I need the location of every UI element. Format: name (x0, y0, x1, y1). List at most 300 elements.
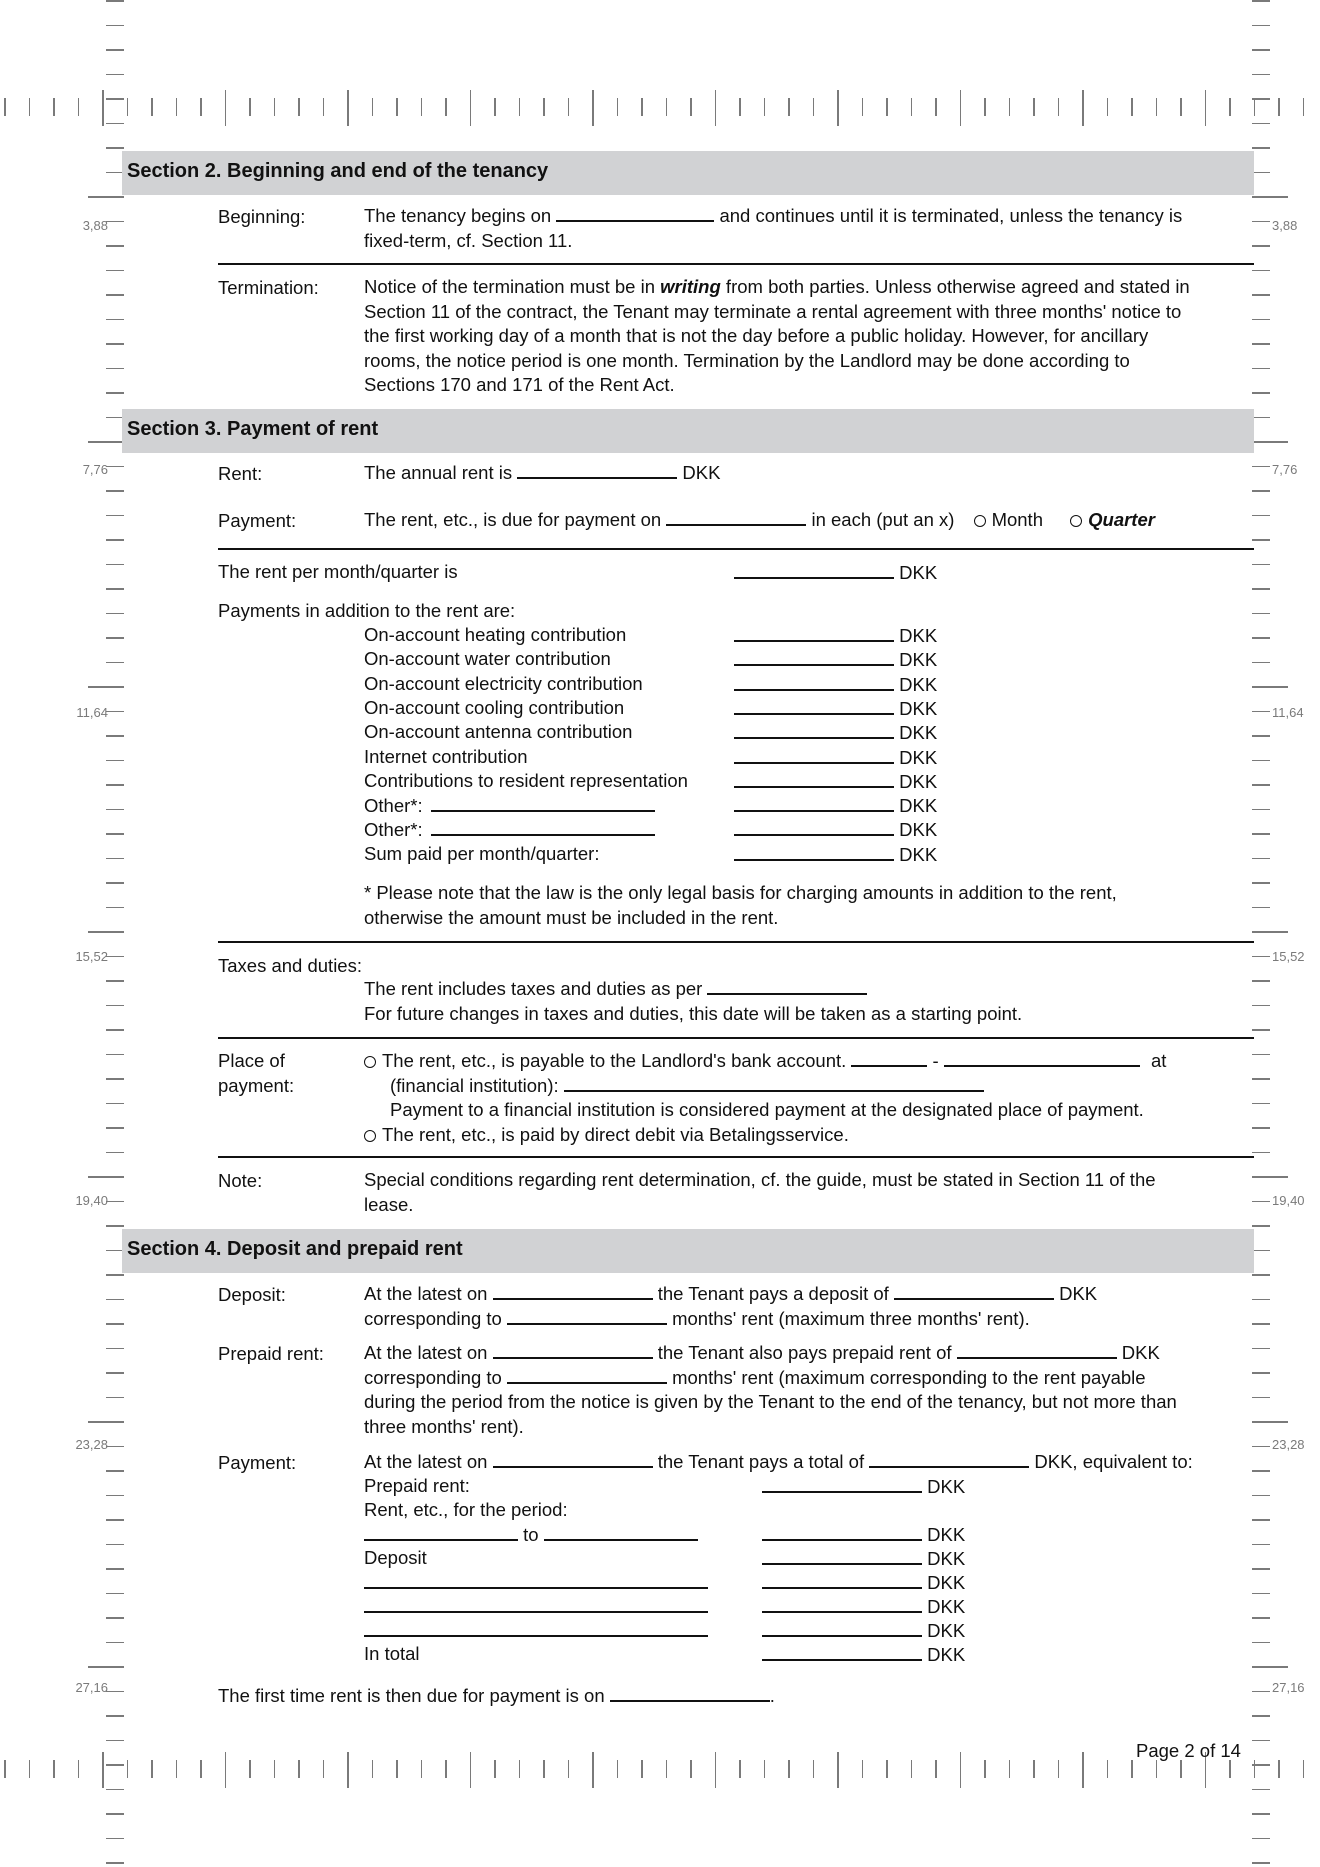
payment4-text-b: the Tenant pays a total of (657, 1451, 865, 1472)
rent-per-period-amount (734, 561, 937, 584)
ruler-tick (106, 515, 124, 517)
radio-circle-icon (974, 515, 986, 527)
deposit-amount-field[interactable] (894, 1282, 1054, 1300)
ruler-tick (1252, 1519, 1270, 1521)
ruler-tick (106, 1495, 124, 1497)
rent-period-amount (762, 1523, 965, 1546)
ruler-tick (106, 760, 124, 762)
ruler-tick (1252, 1152, 1270, 1154)
rent-text (364, 461, 720, 486)
ruler-tick (4, 1760, 6, 1778)
prepaid-rent-row-field[interactable] (762, 1475, 922, 1493)
ruler-tick (176, 1760, 178, 1778)
first-due-date-field[interactable] (610, 1684, 770, 1702)
additional-payment-field[interactable] (734, 818, 894, 836)
ruler-tick (641, 98, 643, 116)
additional-payment-label (364, 843, 600, 865)
ruler-tick (106, 490, 124, 492)
prepaid-rent-text (364, 1341, 1264, 1439)
prepaid-text-c: corresponding to (364, 1366, 502, 1388)
ruler-tick (935, 1760, 937, 1778)
first-due-text (218, 1684, 775, 1707)
ruler-tick (470, 1752, 472, 1788)
ruler-tick (1252, 441, 1288, 443)
ruler-tick (200, 98, 202, 116)
ruler-tick (106, 1740, 124, 1742)
ruler-tick (1058, 98, 1060, 116)
ruler-tick (1252, 245, 1270, 247)
ruler-tick (837, 1752, 839, 1788)
ruler-tick (106, 74, 124, 76)
custom-row-label-field[interactable] (364, 1619, 708, 1637)
custom-row-amount-field[interactable] (762, 1619, 922, 1637)
ruler-label: 3,88 (82, 218, 108, 233)
ruler-tick (323, 1760, 325, 1778)
currency: DKK (1121, 1342, 1160, 1363)
additional-payments-heading: Payments in addition to the rent are: (218, 600, 516, 621)
institution-label: (financial institution): (390, 1074, 559, 1096)
ruler-tick (1252, 1642, 1270, 1644)
ruler-tick (1252, 1862, 1270, 1864)
ruler-tick (106, 809, 124, 811)
ruler-tick (106, 1372, 124, 1374)
additional-payment-label-text: Internet contribution (364, 745, 528, 767)
additional-payment-label-text: On-account electricity contribution (364, 672, 643, 694)
ruler-tick (106, 1054, 124, 1056)
currency: DKK (899, 673, 938, 695)
additional-payment-amount (734, 648, 937, 671)
ruler-tick (106, 123, 124, 125)
payment4-text (364, 1450, 1274, 1475)
termination-line1a: Notice of the termination must be in (364, 276, 661, 297)
ruler-tick (106, 319, 124, 321)
ruler-tick (1252, 588, 1270, 590)
ruler-tick (106, 466, 124, 468)
ruler-tick (106, 735, 124, 737)
ruler-tick (1252, 711, 1270, 713)
place-of-payment-label (218, 1049, 294, 1098)
ruler-tick (617, 98, 619, 116)
ruler-tick (127, 98, 129, 116)
ruler-tick (1252, 882, 1270, 884)
ruler-label: 11,64 (76, 705, 108, 721)
place-of-payment-options (364, 1049, 1264, 1147)
ruler-tick (347, 90, 349, 126)
ruler-tick (1252, 907, 1270, 909)
ruler-tick (4, 98, 6, 116)
additional-payment-field[interactable] (734, 697, 894, 715)
currency: DKK (899, 843, 938, 865)
account-number-field[interactable] (944, 1049, 1140, 1067)
ruler-tick (1252, 564, 1270, 566)
additional-payment-label (364, 648, 611, 670)
ruler-tick (1252, 1789, 1270, 1791)
ruler-tick (106, 613, 124, 615)
ruler-tick (106, 1568, 124, 1570)
additional-payment-label (364, 697, 624, 719)
ruler-tick (1252, 490, 1270, 492)
ruler-tick (106, 1446, 124, 1448)
ruler-label: 15,52 (1272, 949, 1305, 965)
ruler-tick (1252, 833, 1270, 835)
direct-debit-option[interactable] (364, 1124, 849, 1145)
ruler-tick (837, 90, 839, 126)
ruler-tick (1156, 1760, 1158, 1778)
ruler-tick (421, 1760, 423, 1778)
currency: DKK (927, 1596, 966, 1617)
ruler-tick (1252, 466, 1270, 468)
taxes-line1: The rent includes taxes and duties as per (364, 978, 703, 999)
additional-payment-field[interactable] (734, 794, 894, 812)
payment-due-field[interactable] (666, 508, 806, 526)
ruler-tick (106, 784, 124, 786)
financial-institution-field[interactable] (564, 1074, 984, 1092)
ruler-tick (543, 1760, 545, 1778)
ruler-tick (106, 1642, 124, 1644)
ruler-tick (106, 907, 124, 909)
ruler-tick (1252, 931, 1288, 933)
ruler-tick (715, 90, 717, 126)
direct-debit-text: The rent, etc., is paid by direct debit via Betalingsservice. (382, 1123, 849, 1145)
ruler-tick (1252, 1691, 1270, 1693)
beginning-text-b: and continues until it is terminated, unless the tenancy is (719, 205, 1183, 226)
annual-rent-field[interactable] (517, 461, 677, 479)
additional-payment-field[interactable] (734, 746, 894, 764)
ruler-tick (88, 1421, 124, 1423)
ruler-tick (106, 1348, 124, 1350)
custom-row-label-field[interactable] (364, 1571, 708, 1589)
custom-row-2 (364, 1595, 708, 1618)
deposit-text-c: corresponding to (364, 1307, 502, 1329)
ruler-label: 7,76 (82, 461, 108, 477)
ruler-tick (106, 1103, 124, 1105)
deposit-row-label: Deposit (364, 1547, 427, 1568)
ruler-tick (1252, 1544, 1270, 1546)
additional-payment-label-text: On-account cooling contribution (364, 696, 625, 718)
ruler-tick (88, 1176, 124, 1178)
currency: DKK (927, 1524, 966, 1545)
ruler-tick (862, 98, 864, 116)
prepaid-text-b: the Tenant also pays prepaid rent of (657, 1342, 952, 1363)
ruler-tick (1252, 319, 1270, 321)
ruler-tick (1156, 98, 1158, 116)
ruler-tick (1252, 368, 1270, 370)
additional-payment-amount (734, 721, 937, 744)
termination-line3: the first working day of a month that is not the day before a public holiday. However, for ancillary (364, 325, 1149, 346)
left-ruler (70, 0, 124, 1867)
ruler-tick (421, 98, 423, 116)
ruler-tick (666, 98, 668, 116)
prepaid-text-line3: during the period from the notice is given by the Tenant to the end of the tenancy, but not more than (364, 1391, 1177, 1412)
quarter-option[interactable] (1070, 509, 1155, 530)
ruler-tick (1252, 539, 1270, 541)
ruler-tick (1082, 90, 1084, 126)
ruler-tick (106, 1299, 124, 1301)
deposit-row-field[interactable] (762, 1547, 922, 1565)
ruler-tick (53, 1760, 55, 1778)
payment4-label: Payment: (218, 1452, 297, 1473)
ruler-tick (1252, 147, 1270, 149)
ruler-tick (106, 637, 124, 639)
termination-text (364, 275, 1254, 398)
radio-circle-icon (364, 1056, 376, 1068)
deposit-row-amount (762, 1547, 965, 1570)
prepaid-text-a: At the latest on (364, 1342, 488, 1363)
additional-payment-label (364, 624, 626, 646)
currency: DKK (899, 819, 938, 841)
ruler-label: 27,16 (75, 1680, 108, 1696)
ruler-tick (88, 931, 124, 933)
month-label: Month (991, 509, 1043, 530)
payment-text (364, 508, 1264, 533)
ruler-tick (739, 1760, 741, 1778)
ruler-tick (106, 1813, 124, 1815)
ruler-tick (323, 98, 325, 116)
custom-row-2-amount (762, 1595, 965, 1618)
divider (218, 941, 1254, 943)
deposit-text-a: At the latest on (364, 1283, 488, 1304)
ruler-tick (396, 1760, 398, 1778)
ruler-tick (764, 98, 766, 116)
ruler-tick (106, 1152, 124, 1154)
ruler-tick (1252, 735, 1270, 737)
ruler-tick (1252, 196, 1288, 198)
currency: DKK (899, 722, 938, 744)
additional-payment-label (364, 818, 655, 841)
additional-payment-field[interactable] (734, 648, 894, 666)
ruler-tick (1107, 98, 1109, 116)
bank-account-option[interactable] (364, 1050, 846, 1071)
section-2-header (122, 151, 1254, 195)
ruler-tick (445, 98, 447, 116)
ruler-tick (1252, 1274, 1270, 1276)
ruler-tick (1252, 760, 1270, 762)
currency: DKK (1059, 1283, 1098, 1304)
ruler-tick (1252, 1250, 1270, 1252)
prepaid-rent-row-label: Prepaid rent: (364, 1475, 470, 1496)
ruler-tick (176, 98, 178, 116)
ruler-tick (106, 564, 124, 566)
ruler-tick (249, 1760, 251, 1778)
ruler-tick (396, 98, 398, 116)
tenancy-start-date-field[interactable] (556, 204, 714, 222)
deposit-text-b: the Tenant pays a deposit of (657, 1283, 889, 1304)
place-label-line1: Place of (218, 1050, 285, 1071)
ruler-tick (690, 98, 692, 116)
first-due-label: The first time rent is then due for payment is on (218, 1685, 605, 1706)
ruler-tick (106, 1274, 124, 1276)
ruler-tick (1252, 1740, 1270, 1742)
other-description-field[interactable] (431, 794, 655, 812)
ruler-tick (445, 1760, 447, 1778)
additional-payment-amount (734, 673, 937, 696)
ruler-tick (1252, 858, 1270, 860)
ruler-tick (274, 98, 276, 116)
prepaid-rent-row-amount (762, 1475, 965, 1498)
ruler-tick (88, 686, 124, 688)
ruler-tick (1252, 956, 1270, 958)
additional-payment-label (364, 673, 643, 695)
deposit-months-field[interactable] (507, 1307, 667, 1325)
period-from-field[interactable] (364, 1523, 518, 1541)
beginning-text (364, 204, 1244, 253)
footnote-line1: * Please note that the law is the only legal basis for charging amounts in addition to the rent, (364, 882, 1117, 903)
ruler-tick (1082, 1752, 1084, 1788)
period-to-field[interactable] (544, 1523, 698, 1541)
ruler-tick (88, 1666, 124, 1668)
ruler-label: 7,76 (1272, 461, 1298, 477)
section-4-header (122, 1229, 1254, 1273)
additional-payment-field[interactable] (734, 624, 894, 642)
ruler-tick (106, 980, 124, 982)
custom-row-1 (364, 1571, 708, 1594)
custom-row-amount-field[interactable] (762, 1571, 922, 1589)
ruler-tick (106, 858, 124, 860)
ruler-tick (372, 1760, 374, 1778)
additional-payment-field[interactable] (734, 843, 894, 861)
payment4-text-a: At the latest on (364, 1451, 488, 1472)
ruler-label: 27,16 (1272, 1680, 1305, 1696)
rent-per-period-field[interactable] (734, 561, 894, 579)
ruler-tick (372, 98, 374, 116)
ruler-tick (1252, 294, 1270, 296)
prepaid-date-field[interactable] (493, 1341, 653, 1359)
payment4-total-field[interactable] (869, 1450, 1029, 1468)
ruler-tick (1252, 1838, 1270, 1840)
ruler-tick (106, 392, 124, 394)
beginning-label: Beginning: (218, 206, 306, 227)
custom-row-3-amount (762, 1619, 965, 1642)
rent-label: Rent: (218, 463, 263, 484)
rent-per-period-text: The rent per month/quarter is (218, 561, 458, 582)
additional-payment-amount (734, 770, 937, 793)
currency: DKK (899, 625, 938, 646)
additional-payment-field[interactable] (734, 721, 894, 739)
prepaid-text-d: months' rent (maximum corresponding to the rent payable (672, 1366, 1146, 1388)
ruler-tick (106, 1544, 124, 1546)
note-text (364, 1168, 1264, 1217)
currency: DKK (927, 1620, 966, 1641)
ruler-label: 19,40 (75, 1192, 108, 1208)
termination-label: Termination: (218, 277, 319, 298)
ruler-tick (1180, 98, 1182, 116)
ruler-tick (568, 1760, 570, 1778)
note-line2: lease. (364, 1193, 414, 1215)
additional-payment-field[interactable] (734, 673, 894, 691)
ruler-tick (298, 1760, 300, 1778)
ruler-tick (1107, 1760, 1109, 1778)
ruler-tick (106, 1005, 124, 1007)
payment4-date-field[interactable] (493, 1450, 653, 1468)
ruler-tick (1252, 270, 1270, 272)
deposit-text (364, 1282, 1264, 1331)
ruler-tick (1252, 686, 1288, 688)
currency: DKK (899, 746, 938, 768)
payment-due-text-after: in each (put an x) (811, 509, 955, 530)
footnote-line2: otherwise the amount must be included in the rent. (364, 906, 779, 928)
custom-row-amount-field[interactable] (762, 1595, 922, 1613)
ruler-tick (1252, 25, 1270, 27)
other-description-field[interactable] (431, 818, 655, 836)
ruler-tick (1252, 1495, 1270, 1497)
deposit-date-field[interactable] (493, 1282, 653, 1300)
ruler-tick (788, 98, 790, 116)
currency: DKK (927, 1548, 966, 1569)
ruler-tick (1252, 980, 1270, 982)
custom-row-1-amount (762, 1571, 965, 1594)
ruler-tick (1252, 809, 1270, 811)
section-4-title: Section 4. Deposit and prepaid rent (127, 1238, 463, 1260)
ruler-tick (106, 662, 124, 664)
prepaid-amount-field[interactable] (957, 1341, 1117, 1359)
ruler-tick (1252, 1617, 1270, 1619)
payment4-text-c: DKK, equivalent to: (1034, 1451, 1193, 1472)
prepaid-months-field[interactable] (507, 1366, 667, 1384)
additional-payment-amount (734, 697, 937, 720)
ruler-tick (1252, 1715, 1270, 1717)
custom-row-3 (364, 1619, 708, 1642)
month-option[interactable] (974, 509, 1043, 530)
ruler-tick (494, 98, 496, 116)
bottom-ruler (0, 1752, 1320, 1792)
custom-row-label-field[interactable] (364, 1595, 708, 1613)
ruler-tick (127, 1760, 129, 1778)
quarter-label: Quarter (1088, 509, 1155, 530)
top-ruler (0, 90, 1320, 130)
ruler-tick (200, 1760, 202, 1778)
ruler-tick (106, 294, 124, 296)
beginning-text-c: fixed-term, cf. Section 11. (364, 229, 573, 251)
ruler-label: 19,40 (1272, 1192, 1305, 1208)
ruler-tick (1205, 90, 1207, 126)
rent-period-amount-field[interactable] (762, 1523, 922, 1541)
note-line1: Special conditions regarding rent determination, cf. the guide, must be stated in Section 11 of the (364, 1169, 1156, 1190)
currency: DKK (899, 795, 938, 817)
ruler-tick (106, 270, 124, 272)
ruler-tick (106, 1715, 124, 1717)
additional-payment-label (364, 794, 655, 817)
taxes-label: Taxes and duties: (218, 955, 362, 976)
footnote (364, 881, 1244, 930)
ruler-tick (151, 98, 153, 116)
additional-payment-amount (734, 794, 937, 817)
reg-number-field[interactable] (851, 1049, 927, 1067)
additional-payment-field[interactable] (734, 770, 894, 788)
ruler-tick (88, 441, 124, 443)
ruler-tick (1252, 98, 1270, 100)
ruler-tick (494, 1760, 496, 1778)
ruler-tick (106, 245, 124, 247)
bank-account-text: The rent, etc., is payable to the Landlord's bank account. (382, 1050, 847, 1071)
ruler-tick (106, 539, 124, 541)
ruler-tick (1252, 1446, 1270, 1448)
ruler-tick (715, 1752, 717, 1788)
termination-emphasis: writing (660, 276, 721, 297)
ruler-tick (106, 98, 124, 100)
divider (218, 1156, 1254, 1158)
ruler-tick (1033, 1760, 1035, 1778)
ruler-tick (960, 90, 962, 126)
taxes-date-field[interactable] (707, 977, 867, 995)
ruler-tick (1252, 0, 1270, 2)
section-3-header (122, 409, 1254, 453)
currency: DKK (899, 770, 938, 792)
deposit-text-d: months' rent (maximum three months' rent). (672, 1307, 1030, 1329)
ruler-tick (788, 1760, 790, 1778)
additional-payment-label-text: Sum paid per month/quarter: (364, 842, 600, 864)
in-total-field[interactable] (762, 1643, 922, 1661)
ruler-tick (641, 1760, 643, 1778)
